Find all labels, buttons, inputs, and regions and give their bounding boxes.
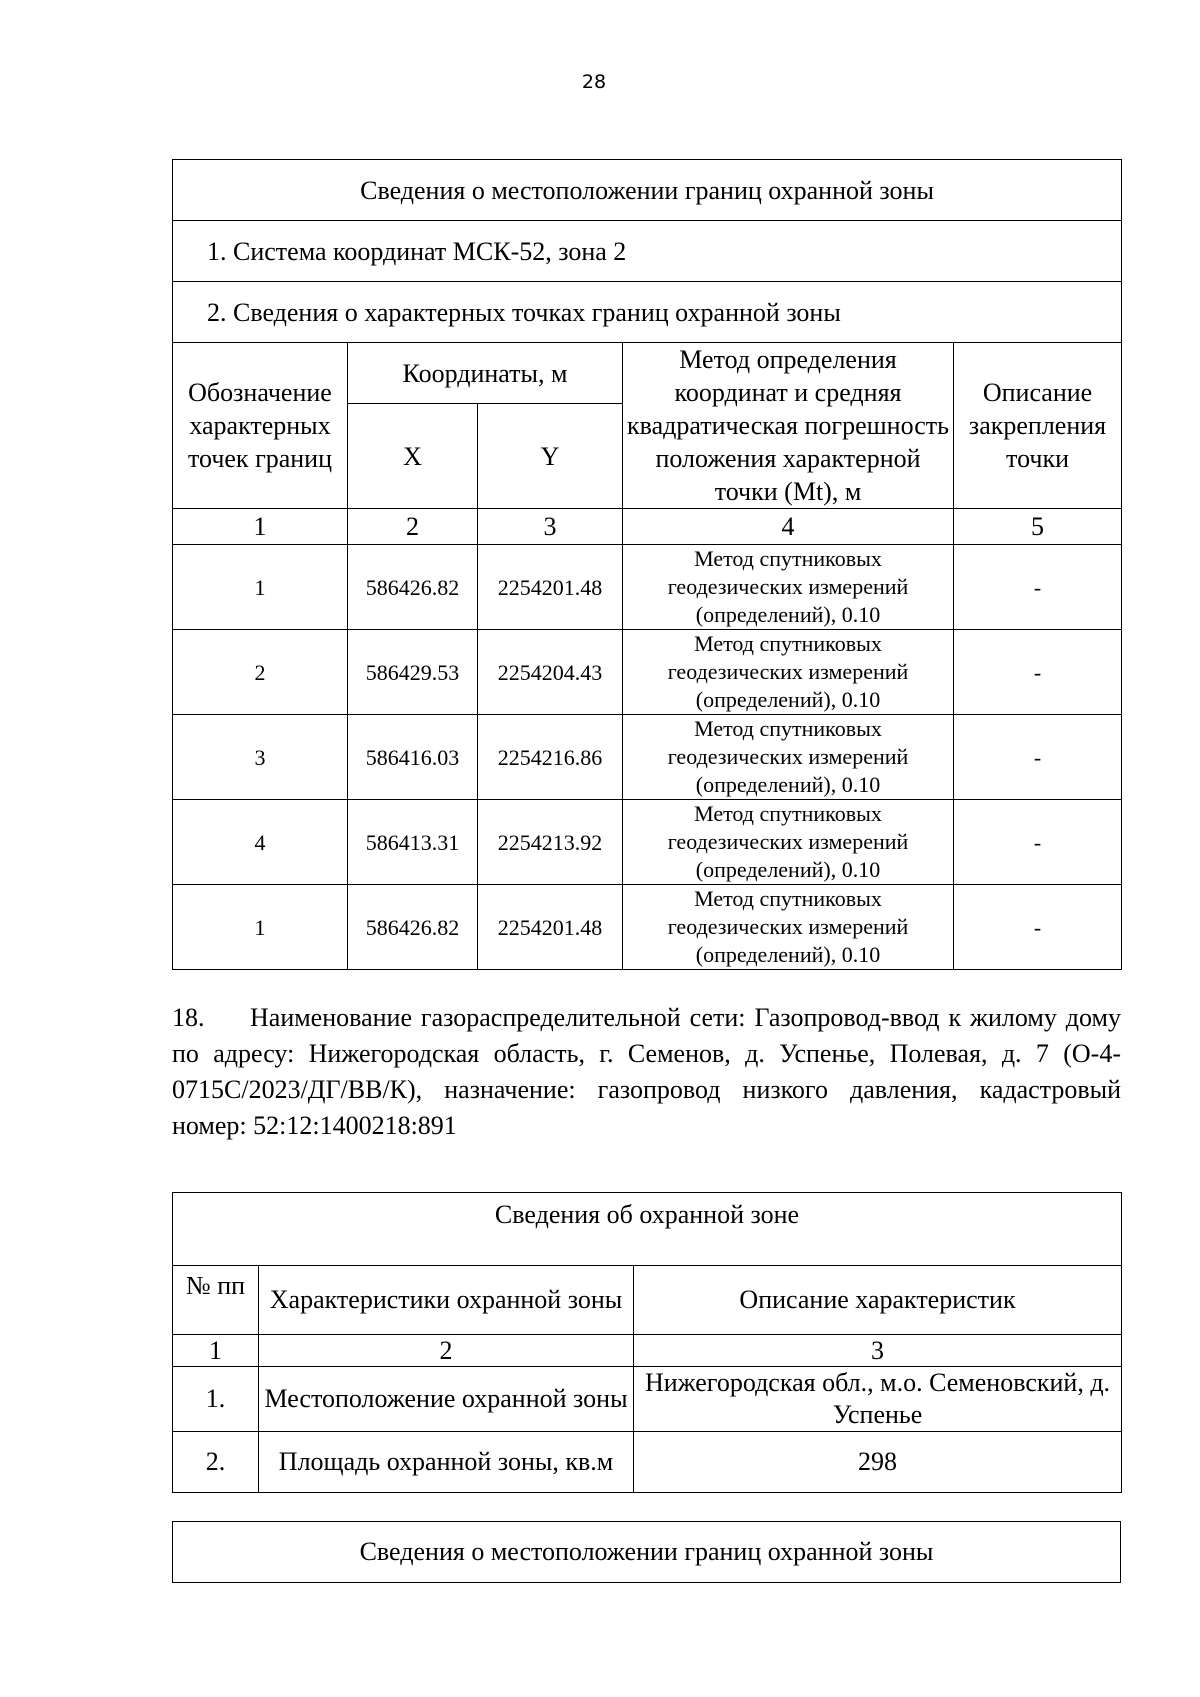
network-description-paragraph	[172, 1000, 1121, 1144]
characteristic-value: Нижегородская обл., м.о. Семеновский, д. Успенье	[634, 1367, 1122, 1432]
coordinate-system-line: 1. Система координат МСК-52, зона 2	[173, 221, 1122, 282]
column-number-row	[173, 509, 1122, 545]
header-number: № пп	[173, 1266, 259, 1335]
fixing-description: -	[954, 545, 1122, 630]
header-characteristics-description: Описание характеристик	[634, 1266, 1122, 1335]
y-value: 2254201.48	[478, 885, 623, 970]
fixing-description: -	[954, 800, 1122, 885]
header-characteristics: Характеристики охранной зоны	[259, 1266, 634, 1335]
fixing-description: -	[954, 885, 1122, 970]
point-id: 1	[173, 885, 348, 970]
point-id: 2	[173, 630, 348, 715]
method-text: Метод спутниковых геодезических измерений (определений), 0.10	[623, 630, 954, 715]
column-number: 4	[623, 509, 954, 545]
column-number: 3	[634, 1335, 1122, 1367]
y-value: 2254201.48	[478, 545, 623, 630]
table-row	[173, 1367, 1122, 1432]
coords-table-title: Сведения о местоположении границ охранной зоны	[173, 160, 1122, 221]
point-id: 3	[173, 715, 348, 800]
table-row	[173, 800, 1122, 885]
point-id: 4	[173, 800, 348, 885]
y-value: 2254216.86	[478, 715, 623, 800]
protection-zone-table	[172, 1192, 1122, 1493]
point-id: 1	[173, 545, 348, 630]
x-value: 586426.82	[348, 545, 478, 630]
table-row	[173, 885, 1122, 970]
characteristic-value: 298	[634, 1432, 1122, 1493]
column-number: 3	[478, 509, 623, 545]
method-text: Метод спутниковых геодезических измерений (определений), 0.10	[623, 715, 954, 800]
paragraph-number: 18.	[172, 1003, 205, 1032]
next-boundary-table	[172, 1521, 1121, 1583]
characteristic-points-line: 2. Сведения о характерных точках границ охранной зоны	[173, 282, 1122, 343]
column-number: 1	[173, 509, 348, 545]
fixing-description: -	[954, 630, 1122, 715]
column-number-row	[173, 1335, 1122, 1367]
y-value: 2254213.92	[478, 800, 623, 885]
header-method: Метод определения координат и средняя квадратическая погрешность положения характерной точки (Mt), м	[623, 343, 954, 509]
header-y: Y	[478, 404, 623, 509]
x-value: 586429.53	[348, 630, 478, 715]
method-text: Метод спутниковых геодезических измерений (определений), 0.10	[623, 800, 954, 885]
column-number: 1	[173, 1335, 259, 1367]
characteristic-name: Площадь охранной зоны, кв.м	[259, 1432, 634, 1493]
row-number: 1.	[173, 1367, 259, 1432]
x-value: 586416.03	[348, 715, 478, 800]
header-x: X	[348, 404, 478, 509]
characteristic-name: Местоположение охранной зоны	[259, 1367, 634, 1432]
method-text: Метод спутниковых геодезических измерений (определений), 0.10	[623, 885, 954, 970]
header-designation: Обозначение характерных точек границ	[173, 343, 348, 509]
coordinates-table	[172, 159, 1122, 970]
zone-table-title: Сведения об охранной зоне	[173, 1193, 1122, 1266]
method-text: Метод спутниковых геодезических измерений (определений), 0.10	[623, 545, 954, 630]
next-table-title: Сведения о местоположении границ охранной зоны	[173, 1522, 1121, 1583]
page-number: 28	[581, 71, 607, 93]
column-number: 2	[259, 1335, 634, 1367]
paragraph-text: Наименование газораспределительной сети: Газопровод-ввод к жилому дому по адресу: Нижегородская область, г. Семенов, д. Успенье, Полевая, д. 7 (О-4-0715С/2023/ДГ/ВВ/К), назначение: газопровод низкого давления, кадастровый номер: 52:12:1400218:891	[172, 1003, 1121, 1140]
y-value: 2254204.43	[478, 630, 623, 715]
column-number: 5	[954, 509, 1122, 545]
table-row	[173, 630, 1122, 715]
table-row	[173, 545, 1122, 630]
column-number: 2	[348, 509, 478, 545]
x-value: 586426.82	[348, 885, 478, 970]
table-row	[173, 715, 1122, 800]
header-coordinates: Координаты, м	[348, 343, 623, 404]
fixing-description: -	[954, 715, 1122, 800]
x-value: 586413.31	[348, 800, 478, 885]
table-row	[173, 1432, 1122, 1493]
header-description: Описание закрепления точки	[954, 343, 1122, 509]
row-number: 2.	[173, 1432, 259, 1493]
